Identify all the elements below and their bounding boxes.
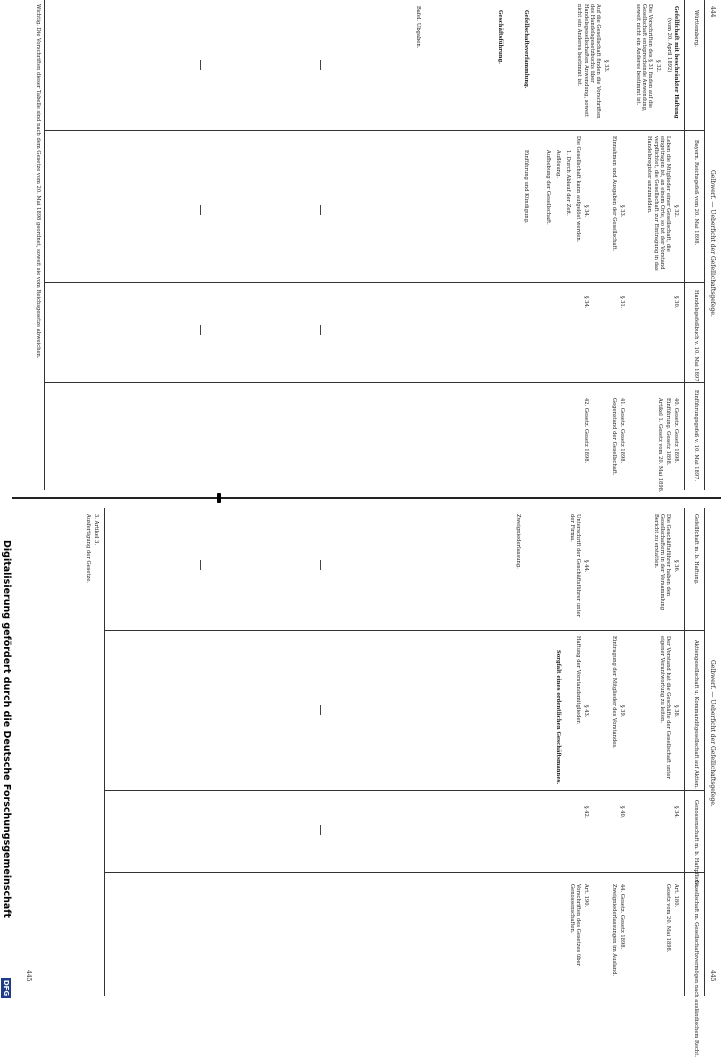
sub-heading: Gefellschaftsverfammlung. <box>523 10 529 89</box>
title-line: (vom 20. April 1892) <box>666 18 672 73</box>
header-rule <box>704 0 705 490</box>
c2-block: § 38. <box>673 705 679 718</box>
right-page <box>0 500 721 1057</box>
header-rule <box>704 508 705 996</box>
c1-block: § 32. <box>655 60 661 73</box>
sub-heading: Einführung und Kündigung. <box>523 150 529 224</box>
c2-block: Haftung der Vorstandsmitglieder. <box>575 636 581 725</box>
dash-mark <box>320 560 321 570</box>
col-header-c2: Bayern. Reichsgefeß vom 20. Mai 1898. <box>693 140 699 246</box>
c4-block: 41. Gesetz. Gesetz 1898. <box>619 398 625 464</box>
c2-block: Eintragung der Mitglieder des Vorstandes. <box>611 636 617 749</box>
c2-block: Die Gesellschaft kann aufgelöst werden. <box>575 136 581 243</box>
c1-block: Auf die Gesellschaft finden die Vorschriften des Handelsgesetzbuchs über Handelsgesellschaften Anwendung, soweit nicht ein Anderes bestimmt ist. <box>576 4 601 119</box>
c2-block: Sorgfalt eines ordentlichen Geschäftsmannes. <box>555 650 561 785</box>
c4-block: Artikel 1. Gesetz vom 20. Mai 1898. <box>657 398 663 493</box>
footnote-rule <box>44 0 45 490</box>
c1-block: Unterschrift der Geschäftsführer unter der Firma. <box>568 514 581 618</box>
col-divider <box>105 872 705 873</box>
c2-block: § 32. <box>673 205 679 218</box>
c4-block: Art. 190. <box>583 884 589 908</box>
sub-heading: Geschäftsführung. <box>497 10 503 64</box>
foot-line: 3. Artikel 3. <box>93 514 99 546</box>
col-header-c3: Genossenschaft m. b. Haftpflicht. <box>693 800 699 888</box>
left-page <box>0 0 721 500</box>
c1-block: Die Vorschriften des § 31 finden auf die Gesellschaft entsprechende Anwendung, soweit nicht ein Anderes bestimmt ist. <box>634 4 653 112</box>
dash-mark <box>200 60 201 70</box>
c2-block: Der Vorstand hat die Geschäfte der Gesellschaft unter eigener Verantwortung zu leiten. <box>658 636 671 779</box>
c2-block: § 43. <box>583 705 589 718</box>
col-divider <box>45 382 705 383</box>
c1-block: § 33. <box>603 60 609 73</box>
c2-block: Leben die Mitglieder einer Gesellschaft, die eingetragen ist, an einem Orte, so ist der Vorstand verpflichtet, die Gesellschaft zur Eintragung in das Handelsregister anzumelden. <box>646 136 671 271</box>
col-divider <box>105 630 705 631</box>
c4-block: Gegenstand der Gesellschaft. <box>611 398 617 476</box>
c2-block: § 33. <box>619 205 625 218</box>
running-header-right: Gelbwerf. — Ueberficht der Gefellichaftsgefege. <box>709 660 716 807</box>
c3-block: § 34. <box>673 806 679 819</box>
c4-block: Art. 180. <box>673 884 679 908</box>
col-header-c1: Gefellfchaft m. b. Haftung. <box>693 514 699 585</box>
c1-block: § 44. <box>583 560 589 573</box>
dash-mark <box>200 560 201 570</box>
c1-block: Zweigniederlassung. <box>515 514 521 569</box>
foot-line: Ausfertigung der Gesetze. <box>85 514 91 583</box>
col-header-rule <box>684 0 685 490</box>
dash-mark <box>320 205 321 215</box>
dash-mark <box>320 825 321 835</box>
c4-block: 40. Gesetz. Gesetz 1898. <box>673 398 679 464</box>
c3-block: § 30. <box>673 296 679 309</box>
dash-mark <box>320 325 321 335</box>
c3-block: § 31. <box>619 296 625 309</box>
title-line: Gefellfchaft mit beschränkter Haftung <box>673 6 679 119</box>
dfg-logo: DFG <box>2 979 10 997</box>
c3-block: § 42. <box>583 806 589 819</box>
c4-block: 44. Gesetz. Gesetz 1898. <box>619 884 625 950</box>
col-header-c2: Aktiengesellschaft u. Kommanditgesellschaft auf Aktien. <box>693 640 699 789</box>
page-number-left: 444 <box>709 6 716 18</box>
col-divider <box>105 790 705 791</box>
col-divider <box>45 282 705 283</box>
c3-block: § 34. <box>583 296 589 309</box>
col-header-c3: Handelsgefeßbuch v. 10. Mai 1897. <box>693 290 699 384</box>
c2-block: Einnahmen und Ausgaben der Gesellschaft. <box>611 136 617 252</box>
c4-block: Einführung. Gesetz 1898. <box>665 398 671 466</box>
c4-block: Zweigniederlassungen im Ausland. <box>611 884 617 977</box>
c1-block: Die Geschäftsführer haben den Gesellschaftern in der Versammlung Bericht zu erstatten. <box>652 514 671 611</box>
dash-mark <box>200 205 201 215</box>
page-fold <box>0 497 721 499</box>
corner-number: 445 <box>25 970 32 982</box>
footnote: Wichtig. Die Vorschriften dieser Tabelle sind nach dem Gesetze vom 20. Mai 1898 geordnet, soweit sie vom Reichsgesetze abweichen. <box>35 4 41 359</box>
page-number-right: 445 <box>709 970 716 982</box>
col-header-rule <box>684 508 685 996</box>
c4-block: Vorschriften des Gesetzes über Genossenschaften. <box>568 884 581 967</box>
col-divider <box>45 130 705 131</box>
c2-block: Aufhebung der Gesellschaft. <box>545 150 551 225</box>
c4-block: Gesetz vom 20. Mai 1898. <box>665 884 671 953</box>
c2-block: 1. Durch Ablauf der Zeit. <box>565 150 571 216</box>
col-header-c1: Württemberg. <box>693 10 699 47</box>
footnote-rule <box>104 508 105 996</box>
col-header-c4: Einführungsgefeß v. 10. Mai 1897. <box>693 390 699 482</box>
dash-mark <box>320 705 321 715</box>
c3-block: § 40. <box>619 806 625 819</box>
digitization-banner: Digitalisierung gefördert durch die Deutsche Forschungsgemeinschaft <box>1 540 12 918</box>
c4-block: 42. Gesetz. Gesetz 1898. <box>583 398 589 464</box>
c2-block: § 39. <box>619 705 625 718</box>
c2-block: Auflösung. <box>555 150 561 178</box>
c1-block: § 36. <box>673 560 679 573</box>
margin-note: Bafel. Ubgaben. <box>415 6 421 49</box>
c2-block: § 34. <box>583 205 589 218</box>
running-header-left: Gelbwerf. — Ueberficht der Gefellichaftsgefege. <box>709 170 716 317</box>
dash-mark <box>200 325 201 335</box>
dash-mark <box>320 60 321 70</box>
col-header-c4: Gesellschaft m. Gesellschaftsvermögen nach ausländischem Recht. <box>693 880 699 1057</box>
